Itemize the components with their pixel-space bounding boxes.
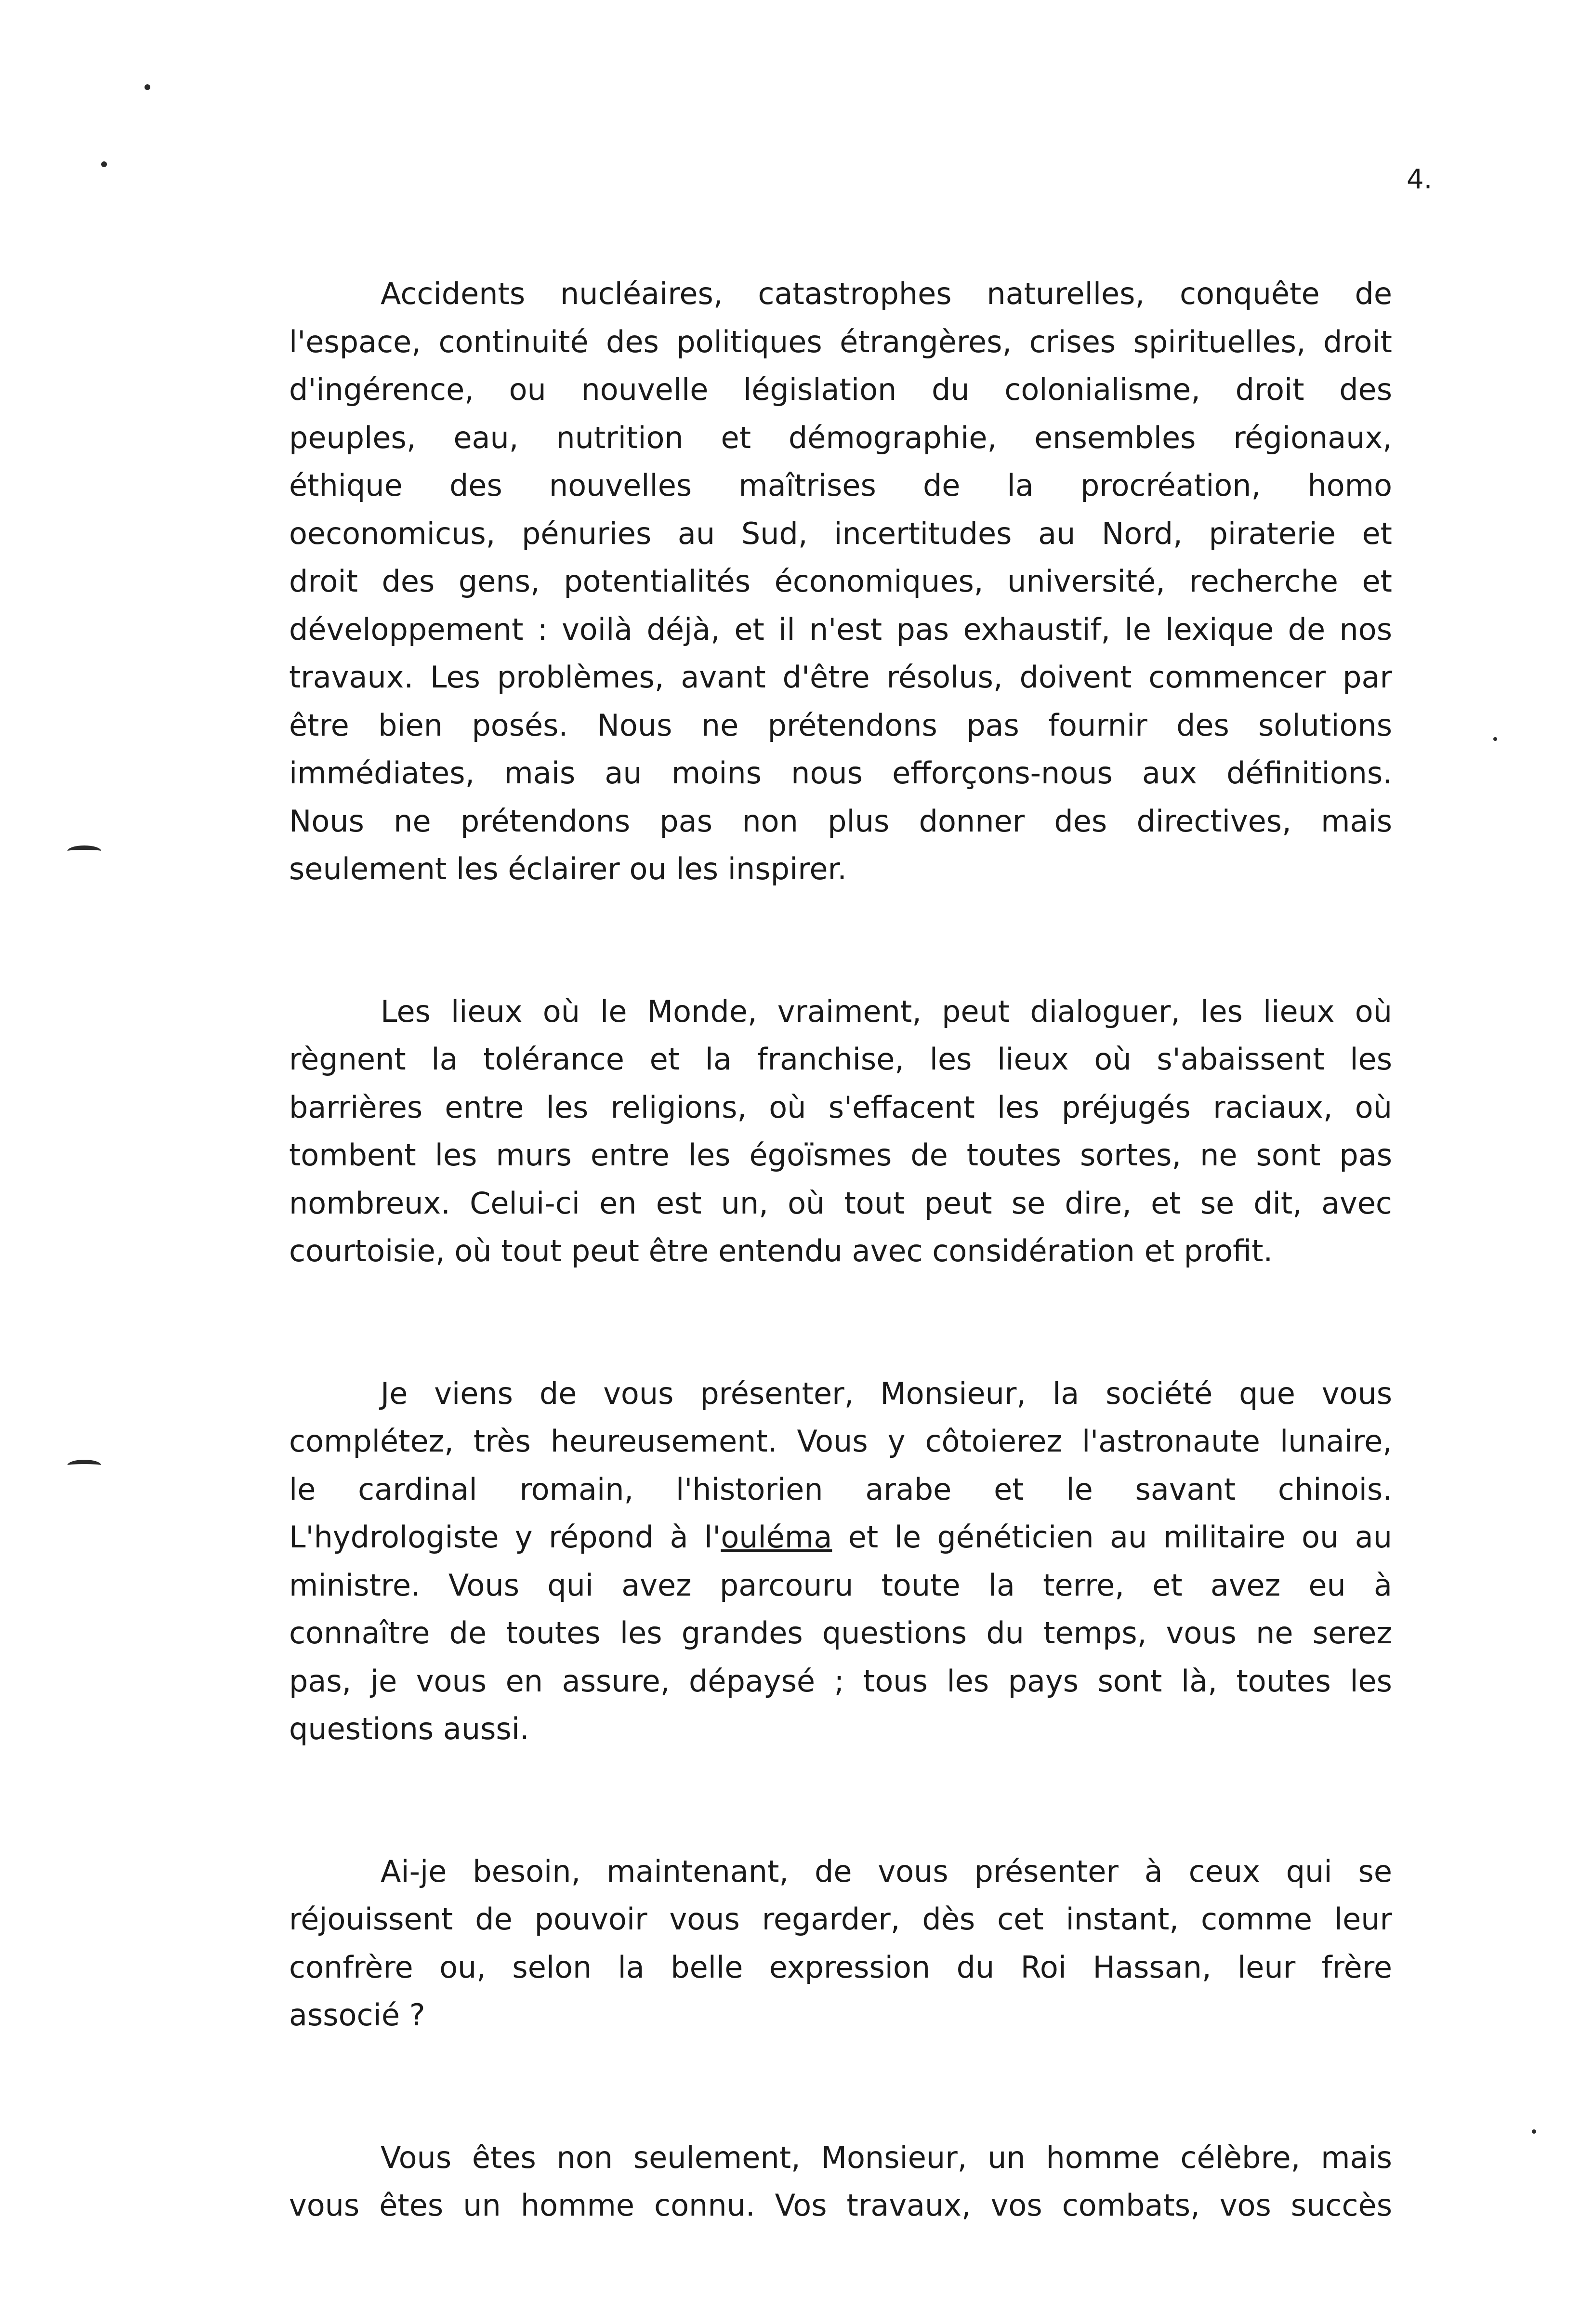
- text-line: droit des gens, potentialités économiques, université, recherche et: [289, 564, 1392, 599]
- text-line: nombreux. Celui-ci en est un, où tout peut se dire, et se dit, avec: [289, 1185, 1392, 1221]
- text-line: immédiates, mais au moins nous efforçons-nous aux définitions.: [289, 755, 1392, 791]
- paragraph: [289, 2134, 1392, 2230]
- text-line: travaux. Les problèmes, avant d'être résolus, doivent commencer par: [289, 660, 1392, 695]
- text-line: connaître de toutes les grandes questions du temps, vous ne serez: [289, 1615, 1392, 1651]
- scan-speck: [1493, 737, 1497, 741]
- text-line: questions aussi.: [289, 1711, 529, 1746]
- text-line: peuples, eau, nutrition et démographie, ensembles régionaux,: [289, 420, 1392, 455]
- text-line: confrère ou, selon la belle expression du Roi Hassan, leur frère: [289, 1949, 1392, 1985]
- text-line: [289, 1513, 1392, 1561]
- paragraph: [289, 270, 1392, 893]
- text-segment: et le généticien au militaire ou au: [832, 1519, 1392, 1555]
- text-line: vous êtes un homme connu. Vos travaux, vos combats, vos succès: [289, 2188, 1392, 2223]
- text-line: seulement les éclairer ou les inspirer.: [289, 851, 847, 886]
- text-line: être bien posés. Nous ne prétendons pas fournir des solutions: [289, 707, 1392, 743]
- scan-speck: [1532, 2129, 1536, 2134]
- text-line: ministre. Vous qui avez parcouru toute la terre, et avez eu à: [289, 1567, 1392, 1603]
- text-segment: L'hydrologiste y répond à l': [289, 1519, 721, 1555]
- punch-mark: [67, 1460, 101, 1471]
- punch-mark: [67, 845, 101, 857]
- text-line: courtoisie, où tout peut être entendu avec considération et profit.: [289, 1233, 1273, 1268]
- text-line: l'espace, continuité des politiques étrangères, crises spirituelles, droit: [289, 324, 1392, 359]
- text-line: complétez, très heureusement. Vous y côtoierez l'astronaute lunaire,: [289, 1424, 1392, 1459]
- paragraph: [289, 1848, 1392, 2039]
- text-line: règnent la tolérance et la franchise, les lieux où s'abaissent les: [289, 1042, 1392, 1077]
- text-line: oeconomicus, pénuries au Sud, incertitudes au Nord, piraterie et: [289, 515, 1392, 551]
- paragraph: [289, 1370, 1392, 1753]
- text-line: éthique des nouvelles maîtrises de la procréation, homo: [289, 468, 1392, 503]
- underlined-word: ouléma: [721, 1519, 832, 1555]
- text-line: Vous êtes non seulement, Monsieur, un homme célèbre, mais: [381, 2139, 1392, 2175]
- text-line: réjouissent de pouvoir vous regarder, dès cet instant, comme leur: [289, 1901, 1392, 1937]
- text-line: Accidents nucléaires, catastrophes naturelles, conquête de: [381, 276, 1392, 311]
- text-line: développement : voilà déjà, et il n'est pas exhaustif, le lexique de nos: [289, 611, 1392, 647]
- text-line: d'ingérence, ou nouvelle législation du colonialisme, droit des: [289, 372, 1392, 407]
- page-number: 4.: [1407, 164, 1433, 195]
- text-line: associé ?: [289, 1997, 425, 2033]
- text-line: Nous ne prétendons pas non plus donner des directives, mais: [289, 803, 1392, 839]
- text-line: pas, je vous en assure, dépaysé ; tous les pays sont là, toutes les: [289, 1663, 1392, 1699]
- text-line: Je viens de vous présenter, Monsieur, la société que vous: [381, 1375, 1392, 1411]
- scan-speck: [101, 161, 107, 167]
- body-text: [289, 270, 1392, 2324]
- text-line: Ai-je besoin, maintenant, de vous présenter à ceux qui se: [381, 1853, 1392, 1889]
- text-line: Les lieux où le Monde, vraiment, peut dialoguer, les lieux où: [381, 993, 1392, 1029]
- paragraph: [289, 988, 1392, 1275]
- text-line: barrières entre les religions, où s'effacent les préjugés raciaux, où: [289, 1089, 1392, 1125]
- text-line: le cardinal romain, l'historien arabe et le savant chinois.: [289, 1471, 1392, 1507]
- scan-speck: [145, 84, 150, 90]
- text-line: tombent les murs entre les égoïsmes de toutes sortes, ne sont pas: [289, 1137, 1392, 1173]
